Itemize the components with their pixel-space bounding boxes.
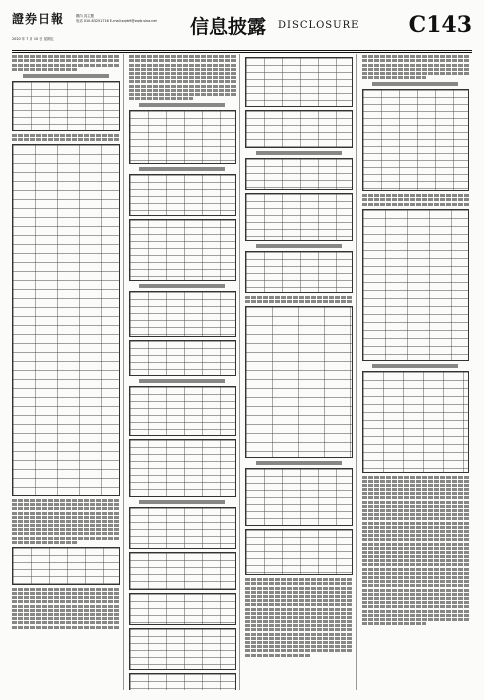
table-title: [139, 379, 225, 383]
text-line: [12, 520, 120, 523]
data-table: [245, 468, 353, 526]
data-table: [12, 81, 120, 131]
data-table: [362, 89, 470, 191]
text-line: [362, 530, 470, 533]
text-line: [245, 616, 353, 619]
data-table: [12, 547, 120, 585]
text-line: [362, 584, 470, 587]
text-line: [362, 589, 470, 592]
text-line: [362, 563, 470, 566]
text-line: [245, 637, 353, 640]
text-line: [362, 538, 470, 541]
data-table: [245, 529, 353, 575]
column-4: [362, 54, 473, 690]
text-line: [245, 587, 353, 590]
masthead-meta: [76, 14, 186, 24]
text-line: [362, 622, 427, 625]
text-line: [129, 64, 237, 67]
column-3: [245, 54, 357, 690]
text-line: [362, 194, 470, 197]
text-line: [245, 649, 353, 652]
text-line: [362, 555, 470, 558]
text-line: [362, 55, 470, 58]
text-line: [362, 76, 427, 79]
text-line: [362, 59, 470, 62]
text-line: [245, 296, 353, 299]
text-line: [12, 621, 120, 624]
text-line: [245, 578, 353, 581]
text-line: [362, 559, 470, 562]
text-line: [362, 601, 470, 604]
masthead: [12, 6, 472, 53]
text-line: [362, 203, 470, 206]
text-line: [362, 543, 470, 546]
text-line: [362, 572, 470, 575]
text-line: [129, 89, 237, 92]
data-table: [129, 552, 237, 590]
text-line: [362, 580, 470, 583]
table-title: [372, 364, 458, 368]
text-line: [362, 605, 470, 608]
text-line: [362, 534, 470, 537]
text-line: [129, 68, 237, 71]
table-title: [256, 461, 342, 465]
text-line: [245, 624, 353, 627]
data-table: [129, 507, 237, 549]
text-line: [362, 610, 470, 613]
text-line: [362, 492, 470, 495]
text-line: [12, 138, 120, 141]
data-table: [129, 291, 237, 337]
text-line: [129, 76, 237, 79]
data-table: [245, 57, 353, 107]
text-line: [245, 645, 353, 648]
text-line: [362, 198, 470, 201]
newspaper-logo: 證券日報: [12, 12, 65, 26]
text-line: [12, 524, 120, 527]
table-title: [139, 284, 225, 288]
text-line: [12, 516, 120, 519]
text-line: [12, 507, 120, 510]
text-line: [129, 55, 237, 58]
text-line: [12, 134, 120, 137]
data-table: [129, 386, 237, 436]
table-title: [372, 82, 458, 86]
text-line: [362, 547, 470, 550]
text-line: [245, 654, 310, 657]
data-table: [129, 174, 237, 216]
text-line: [12, 512, 120, 515]
text-line: [12, 503, 120, 506]
text-line: [362, 496, 470, 499]
data-table: [245, 193, 353, 241]
text-line: [362, 614, 470, 617]
text-line: [129, 93, 237, 96]
section-subtitle: DISCLOSURE: [278, 20, 360, 31]
data-table: [362, 209, 470, 361]
text-line: [245, 599, 353, 602]
page-number: C143: [408, 12, 472, 38]
data-table: [129, 340, 237, 376]
text-line: [362, 568, 470, 571]
data-table: [245, 251, 353, 293]
text-line: [12, 64, 120, 67]
text-line: [362, 597, 470, 600]
text-line: [362, 480, 470, 483]
text-line: [12, 532, 120, 535]
text-line: [362, 593, 470, 596]
text-line: [12, 613, 120, 616]
text-line: [129, 85, 237, 88]
text-line: [362, 522, 470, 525]
text-line: [245, 603, 353, 606]
text-line: [362, 517, 470, 520]
text-line: [245, 620, 353, 623]
data-table: [129, 219, 237, 281]
text-line: [362, 501, 470, 504]
text-line: [362, 476, 470, 479]
column-1: [12, 54, 124, 690]
text-line: [12, 596, 120, 599]
text-line: [245, 641, 353, 644]
text-line: [245, 595, 353, 598]
masthead-meta-line1: 國內 其主题: [76, 14, 95, 18]
text-line: [362, 64, 470, 67]
data-table: [245, 158, 353, 190]
text-line: [12, 55, 120, 58]
text-line: [129, 80, 237, 83]
text-line: [12, 626, 120, 629]
text-line: [362, 551, 470, 554]
text-line: [362, 72, 470, 75]
text-line: [362, 488, 470, 491]
text-line: [129, 97, 194, 100]
data-table: [129, 673, 237, 690]
text-line: [12, 68, 77, 71]
text-line: [362, 68, 470, 71]
text-line: [362, 509, 470, 512]
text-line: [12, 600, 120, 603]
column-2: [129, 54, 241, 690]
text-line: [362, 576, 470, 579]
table-title: [139, 500, 225, 504]
text-line: [245, 608, 353, 611]
text-line: [245, 591, 353, 594]
data-table: [12, 144, 120, 496]
table-title: [256, 151, 342, 155]
text-line: [12, 617, 120, 620]
text-line: [12, 59, 120, 62]
text-line: [245, 628, 353, 631]
text-line: [129, 72, 237, 75]
section-title: 信息披露: [190, 16, 267, 38]
table-title: [139, 103, 225, 107]
table-title: [23, 74, 109, 78]
text-line: [245, 300, 353, 303]
data-table: [245, 110, 353, 148]
text-line: [362, 618, 470, 621]
data-table: [129, 628, 237, 670]
text-line: [245, 633, 353, 636]
article-columns: [12, 54, 472, 690]
text-line: [12, 499, 120, 502]
text-line: [245, 612, 353, 615]
table-title: [256, 244, 342, 248]
text-line: [12, 609, 120, 612]
data-table: [362, 371, 470, 473]
data-table: [129, 439, 237, 497]
text-line: [12, 537, 120, 540]
table-title: [139, 167, 225, 171]
text-line: [362, 505, 470, 508]
text-line: [12, 541, 77, 544]
data-table: [245, 306, 353, 458]
text-line: [12, 605, 120, 608]
text-line: [129, 59, 237, 62]
text-line: [12, 588, 120, 591]
text-line: [12, 528, 120, 531]
text-line: [245, 582, 353, 585]
data-table: [129, 110, 237, 164]
text-line: [12, 592, 120, 595]
text-line: [362, 484, 470, 487]
text-line: [362, 526, 470, 529]
text-line: [362, 513, 470, 516]
masthead-meta-line2: 电话 010-83251716 E-mail:zqrb9@zqrb.sina.net: [76, 19, 157, 23]
issue-date: 2020 年 7 月 10 日 星期五: [12, 37, 54, 41]
data-table: [129, 593, 237, 625]
